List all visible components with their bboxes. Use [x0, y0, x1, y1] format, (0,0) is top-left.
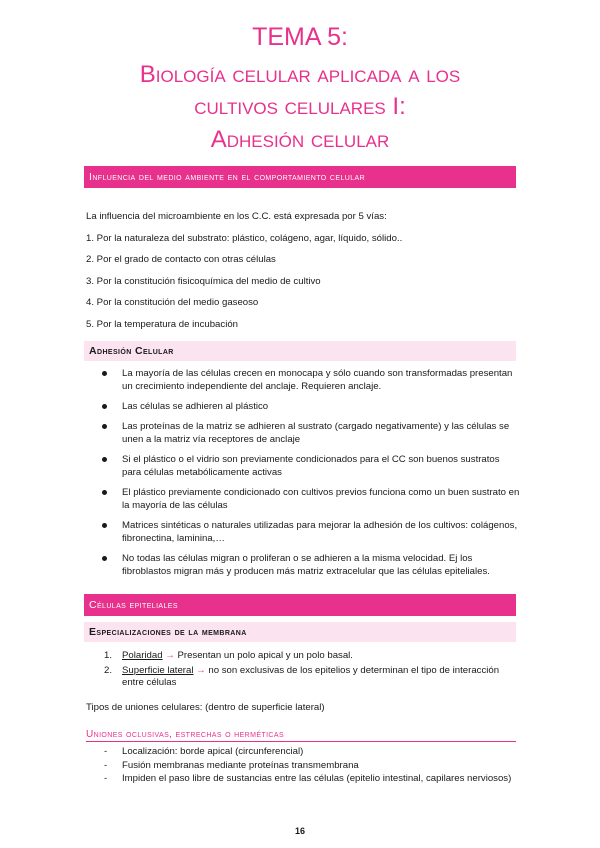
section1-item-1: 1. Por la naturaleza del substrato: plástico, colágeno, agar, líquido, sólido..: [86, 233, 403, 244]
term-polaridad: Polaridad: [122, 650, 163, 661]
subsection-heading-membrane: Especializaciones de la membrana: [84, 622, 516, 642]
list-item: - Localización: borde apical (circunferencial): [104, 746, 304, 757]
page-number: 16: [294, 826, 305, 836]
bullet-icon: [102, 404, 107, 409]
page-title-line-4: Adhesión celular: [210, 126, 390, 153]
section1-item-4: 4. Por la constitución del medio gaseoso: [86, 297, 259, 308]
list-item: - Fusión membranas mediante proteínas transmembrana: [104, 759, 359, 771]
bullet-icon: [102, 556, 107, 561]
list-item: Las células se adhieren al plástico: [100, 400, 520, 413]
arrow-icon: →: [165, 650, 175, 661]
bullet-icon: [102, 523, 107, 528]
unions-list: [104, 746, 520, 787]
section1-item-5: 5. Por la temperatura de incubación: [86, 319, 238, 330]
list-item: La mayoría de las células crecen en monocapa y sólo cuando son transformadas presentan un crecimiento independiente del anclaje. Requieren anclaje.: [100, 367, 520, 393]
bullet-icon: [102, 490, 107, 495]
term-superficie-lateral: Superficie lateral: [122, 664, 194, 676]
section1-intro: La influencia del microambiente en los C.C. está expresada por 5 vías:: [86, 211, 387, 222]
list-item: 2. Superficie lateral → no son exclusivas de los epitelios y determinan el tipo de interacción entre células: [104, 664, 500, 688]
bullet-icon: [102, 371, 107, 376]
section1-item-3: 3. Por la constitución fisicoquímica del medio de cultivo: [86, 276, 321, 287]
membrane-specializations-list: [104, 650, 520, 692]
arrow-icon: →: [196, 664, 206, 676]
list-item: No todas las células migran o proliferan o se adhieren a la misma velocidad. Ej los fibroblastos migran más y producen más matriz extracelular que las células epiteliales.: [100, 552, 520, 578]
bullet-icon: [102, 424, 107, 429]
unions-heading: Uniones oclusivas, estrechas o herméticas: [86, 729, 516, 742]
section-heading-adhesion: Adhesión Celular: [84, 341, 516, 361]
list-item: Si el plástico o el vidrio son previamente condicionados para el CC son buenos sustratos para células metabólicamente activas: [100, 453, 520, 479]
page-title-line-2: Biología celular aplicada a los: [139, 61, 461, 88]
section1-item-2: 2. Por el grado de contacto con otras células: [86, 254, 276, 265]
adhesion-bullet-list: [100, 367, 520, 585]
bullet-icon: [102, 457, 107, 462]
union-types-line: Tipos de uniones celulares: (dentro de superficie lateral): [86, 702, 325, 713]
page-title-line-3: cultivos celulares I:: [194, 93, 406, 120]
list-item: Matrices sintéticas o naturales utilizadas para mejorar la adhesión de los cultivos: colágenos, fibronectina, laminina,…: [100, 519, 520, 545]
list-item: Las proteínas de la matriz se adhieren al sustrato (cargado negativamente) y las células se unen a la matriz vía receptores de anclaje: [100, 420, 520, 446]
list-item: 1. Polaridad → Presentan un polo apical y un polo basal.: [104, 650, 353, 661]
list-item: - Impiden el paso libre de sustancias entre las células (epitelio intestinal, capilares nerviosos): [104, 773, 512, 784]
page-title-line-1: TEMA 5:: [252, 23, 348, 51]
section-heading-influence: Influencia del medio ambiente en el comportamiento celular: [84, 166, 516, 188]
section-heading-epithelial: Células epiteliales: [84, 594, 516, 616]
list-item: El plástico previamente condicionado con cultivos previos funciona como un buen sustrato en la mayoría de las células: [100, 486, 520, 512]
